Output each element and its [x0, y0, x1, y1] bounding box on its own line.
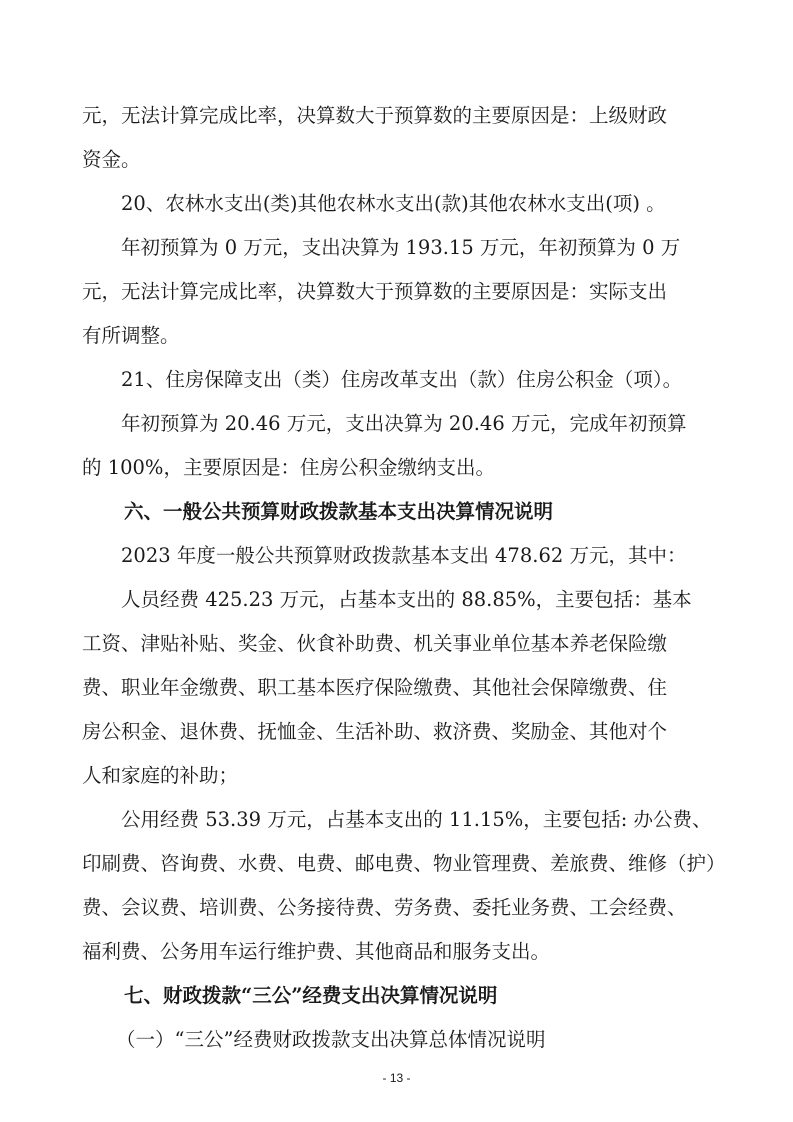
text-line: 元，无法计算完成比率，决算数大于预算数的主要原因是：实际支出: [82, 280, 668, 303]
text-line: 有所调整。: [82, 324, 180, 347]
subsection-heading: （一）“三公”经费财政拨款支出决算总体情况说明: [116, 1028, 546, 1051]
text-line: 年初预算为 20.46 万元，支出决算为 20.46 万元，完成年初预算: [121, 412, 687, 435]
text-line: 费、会议费、培训费、公务接待费、劳务费、委托业务费、工会经费、: [82, 896, 687, 919]
text-line: 2023 年度一般公共预算财政拨款基本支出 478.62 万元，其中：: [121, 544, 687, 567]
section-heading-6: 六、一般公共预算财政拨款基本支出决算情况说明: [124, 500, 554, 523]
text-line: 年初预算为 0 万元，支出决算为 193.15 万元，年初预算为 0 万: [121, 236, 681, 259]
section-heading-7: 七、财政拨款“三公”经费支出决算情况说明: [124, 984, 498, 1007]
text-line: 人和家庭的补助；: [82, 764, 239, 787]
text-line: 公用经费 53.39 万元，占基本支出的 11.15%，主要包括: 办公费、: [121, 808, 712, 831]
text-line: 资金。: [82, 148, 141, 171]
text-line: 人员经费 425.23 万元，占基本支出的 88.85%，主要包括：基本: [121, 588, 692, 611]
text-line: 房公积金、退休费、抚恤金、生活补助、救济费、奖励金、其他对个: [82, 720, 668, 743]
item-heading-21: 21、住房保障支出（类）住房改革支出（款）住房公积金（项）。: [121, 368, 683, 391]
text-line: 印刷费、咨询费、水费、电费、邮电费、物业管理费、差旅费、维修（护）: [82, 852, 726, 875]
text-line: 的 100%，主要原因是：住房公积金缴纳支出。: [82, 456, 495, 479]
text-line: 福利费、公务用车运行维护费、其他商品和服务支出。: [82, 940, 551, 963]
page-number: - 13 -: [382, 1071, 411, 1085]
text-line: 元，无法计算完成比率，决算数大于预算数的主要原因是：上级财政: [82, 104, 668, 127]
text-line: 费、职业年金缴费、职工基本医疗保险缴费、其他社会保障缴费、住: [82, 676, 668, 699]
text-line: 工资、津贴补贴、奖金、伙食补助费、机关事业单位基本养老保险缴: [82, 632, 668, 655]
item-heading-20: 20、农林水支出(类)其他农林水支出(款)其他农林水支出(项) 。: [121, 192, 666, 215]
